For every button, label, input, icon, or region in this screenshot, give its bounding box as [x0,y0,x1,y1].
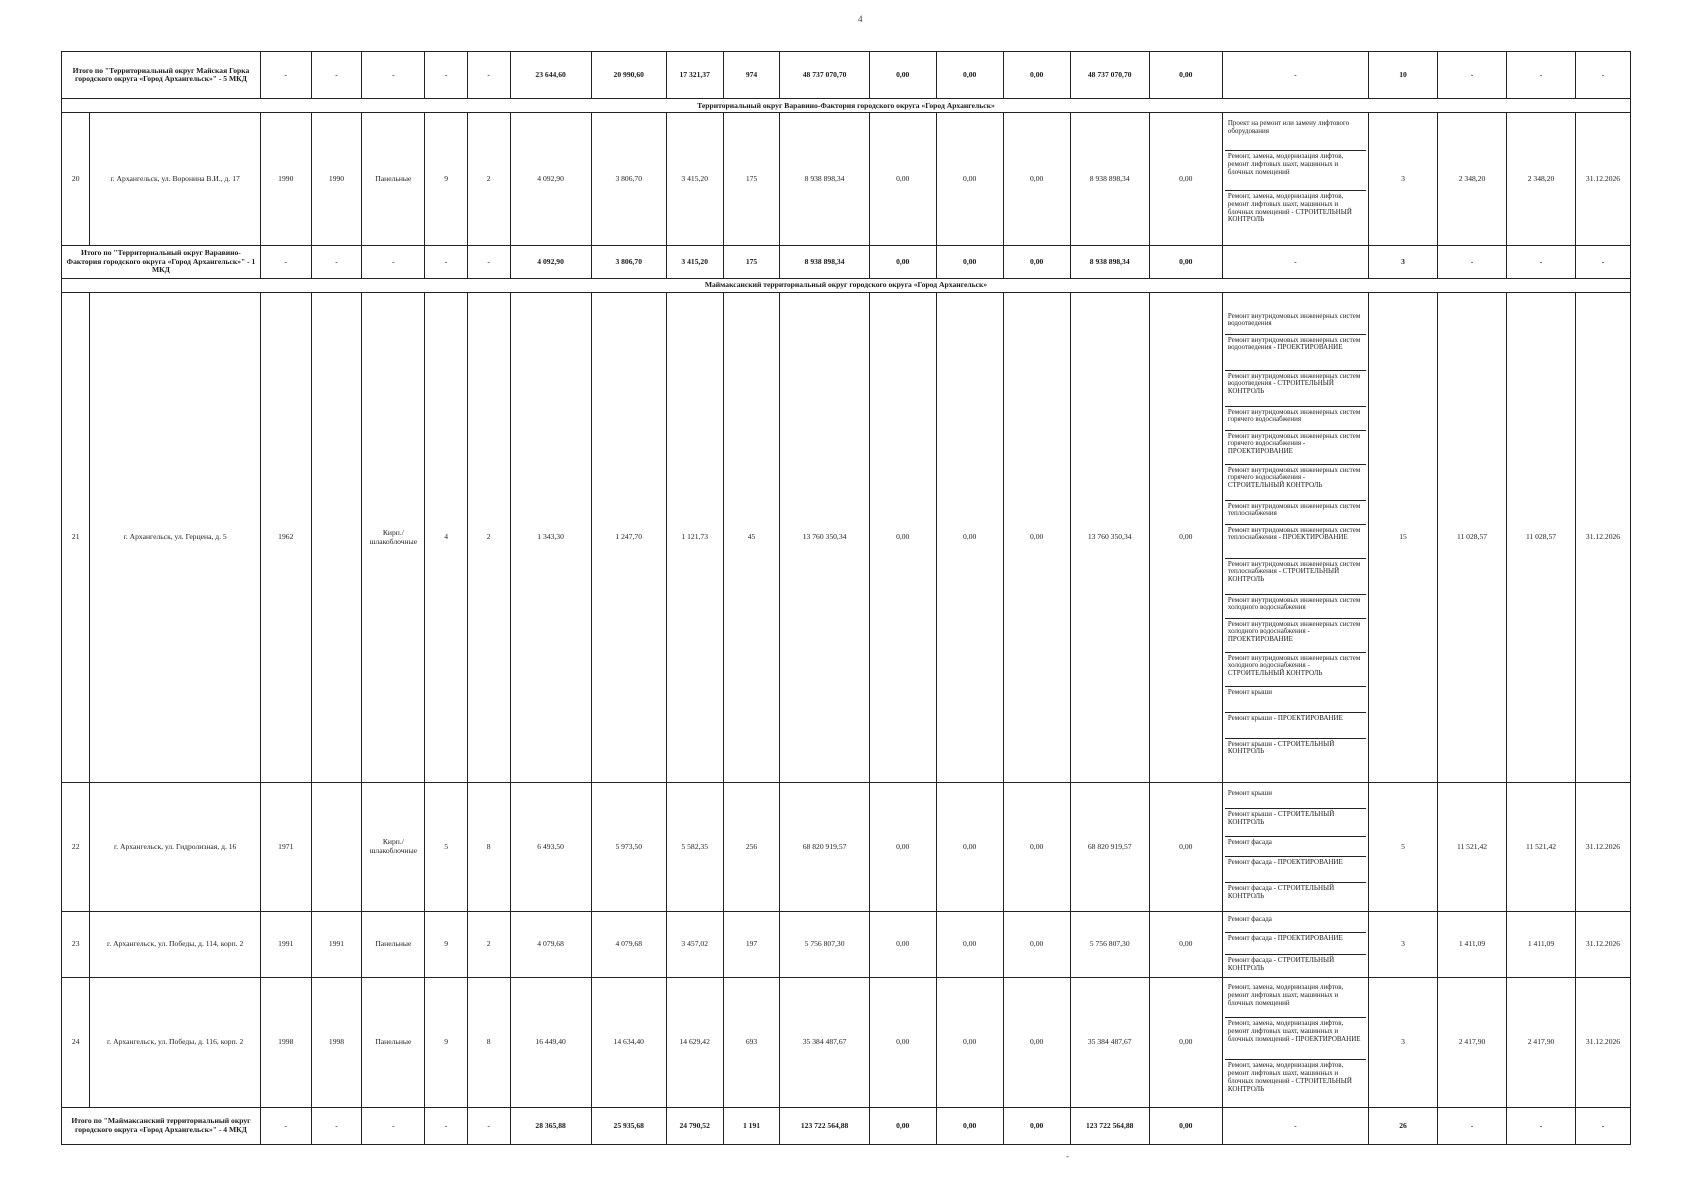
house-cell: 35 384 487,67 [780,977,869,1108]
total-cell: 17 321,37 [666,52,723,99]
work-item: Проект на ремонт или замену лифтового оборудования [1225,118,1366,151]
total-cell: 48 737 070,70 [1070,52,1149,99]
total-cell: - [260,52,311,99]
house-cell: 0,00 [1149,977,1222,1108]
house-cell: 6 493,50 [510,783,591,911]
section-header-row [62,99,1631,113]
works-list [1222,783,1368,911]
work-item: Ремонт внутридомовых инженерных систем горячего водоснабжения - СТРОИТЕЛЬНЫЙ КОНТРОЛЬ [1225,465,1366,501]
total-cell: 0,00 [869,246,936,278]
works-list [1222,911,1368,977]
house-row [62,292,1631,783]
total-cell: 0,00 [1149,246,1222,278]
work-item: Ремонт, замена, модернизация лифтов, ремонт лифтовых шахт, машинных и блочных помещений - СТРОИТЕЛЬНЫЙ КОНТРОЛЬ [1227,1061,1352,1093]
house-cell: 0,00 [869,113,936,246]
house-tail-cell: 3 [1369,977,1438,1108]
house-cell: 2 [467,292,510,783]
house-cell: 0,00 [936,292,1003,783]
total-cell: 0,00 [936,52,1003,99]
house-cell: 1990 [311,113,362,246]
total-cell: 0,00 [936,246,1003,278]
page-mark-bottom: - [1066,1151,1069,1161]
work-item: Ремонт крыши [1225,788,1366,809]
house-cell: 4 [425,292,468,783]
total-cell: - [467,1108,510,1145]
house-cell: 16 449,40 [510,977,591,1108]
total-cell: 28 365,88 [510,1108,591,1145]
total-cell: - [467,246,510,278]
house-cell: 1990 [260,113,311,246]
total-cell: - [1576,1108,1631,1145]
total-cell: 3 806,70 [591,246,666,278]
work-item: Ремонт внутридомовых инженерных систем холодного водоснабжения - СТРОИТЕЛЬНЫЙ КОНТРОЛЬ [1225,653,1366,687]
house-cell: Панельные [362,113,425,246]
total-cell: 26 [1369,1108,1438,1145]
house-cell: 175 [723,113,780,246]
house-cell: 4 079,68 [591,911,666,977]
house-cell: 9 [425,113,468,246]
house-cell: 0,00 [1149,113,1222,246]
house-cell: 5 756 807,30 [1070,911,1149,977]
house-address: г. Архангельск, ул. Воронина В.И., д. 17 [90,113,261,246]
house-cell: Панельные [362,977,425,1108]
total-cell: 24 790,52 [666,1108,723,1145]
house-tail-cell: 11 028,57 [1507,292,1576,783]
total-cell: 1 191 [723,1108,780,1145]
total-cell: 0,00 [1003,52,1070,99]
total-cell: 48 737 070,70 [780,52,869,99]
house-cell: 1998 [311,977,362,1108]
house-cell: 2 [467,113,510,246]
works-list [1222,113,1368,246]
total-cell: 175 [723,246,780,278]
house-cell: 1 121,73 [666,292,723,783]
house-cell: 0,00 [1149,292,1222,783]
section-title: Территориальный округ Варавино-Фактория городского округа «Город Архангельск» [62,99,1631,113]
house-tail-cell: 11 521,42 [1438,783,1507,911]
total-cell: 0,00 [936,1108,1003,1145]
total-cell: - [311,52,362,99]
house-cell: 0,00 [1003,292,1070,783]
house-cell: 1 247,70 [591,292,666,783]
house-cell: 0,00 [869,292,936,783]
house-tail-cell: 3 [1369,911,1438,977]
work-item: Ремонт крыши [1225,687,1366,713]
page-mark-top: 4 [858,14,863,24]
house-cell: 4 092,90 [510,113,591,246]
district-total-row [62,52,1631,99]
work-item: Ремонт внутридомовых инженерных систем горячего водоснабжения - ПРОЕКТИРОВАНИЕ [1225,431,1366,465]
total-cell: - [425,1108,468,1145]
house-cell: 8 [467,977,510,1108]
total-cell: - [1507,1108,1576,1145]
total-cell: - [1507,246,1576,278]
house-tail-cell: 2 348,20 [1507,113,1576,246]
house-cell: 0,00 [936,113,1003,246]
house-tail-cell: 31.12.2026 [1576,977,1631,1108]
work-item: Ремонт, замена, модернизация лифтов, ремонт лифтовых шахт, машинных и блочных помещений [1225,982,1366,1018]
house-number: 24 [62,977,90,1108]
house-cell: 1998 [260,977,311,1108]
house-tail-cell: 1 411,09 [1507,911,1576,977]
works-list [1222,292,1368,783]
house-cell: 8 938 898,34 [780,113,869,246]
house-tail-cell: 2 348,20 [1438,113,1507,246]
house-tail-cell: 5 [1369,783,1438,911]
work-item: Ремонт фасада - ПРОЕКТИРОВАНИЕ [1225,857,1366,883]
house-number: 22 [62,783,90,911]
house-tail-cell: 31.12.2026 [1576,292,1631,783]
total-cell: - [425,52,468,99]
house-number: 20 [62,113,90,246]
house-number: 21 [62,292,90,783]
house-cell: 9 [425,977,468,1108]
house-cell: 3 806,70 [591,113,666,246]
house-cell: 0,00 [1003,113,1070,246]
work-item: Ремонт, замена, модернизация лифтов, ремонт лифтовых шахт, машинных и блочных помещений [1225,151,1366,191]
work-item: Ремонт крыши - СТРОИТЕЛЬНЫЙ КОНТРОЛЬ [1227,739,1335,756]
house-cell: 1962 [260,292,311,783]
house-cell: 0,00 [1003,977,1070,1108]
house-row [62,113,1631,246]
house-address: г. Архангельск, ул. Победы, д. 114, корп. 2 [90,911,261,977]
house-cell: 5 582,35 [666,783,723,911]
house-tail-cell: 11 028,57 [1438,292,1507,783]
work-item: Ремонт фасада [1225,837,1366,857]
work-item: Ремонт фасада - СТРОИТЕЛЬНЫЙ КОНТРОЛЬ [1227,956,1335,972]
work-item: Ремонт внутридомовых инженерных систем теплоснабжения - СТРОИТЕЛЬНЫЙ КОНТРОЛЬ [1225,559,1366,595]
total-cell: - [362,246,425,278]
district-total-label: Итого по "Территориальный округ Майская Горка городского округа «Город Архангельск»" - 5 МКД [62,52,261,99]
work-item: Ремонт крыши - ПРОЕКТИРОВАНИЕ [1225,713,1366,739]
total-cell: 23 644,60 [510,52,591,99]
house-cell: 0,00 [1149,911,1222,977]
total-cell: - [260,246,311,278]
house-tail-cell: 15 [1369,292,1438,783]
total-cell: - [1222,246,1368,278]
house-cell: 8 [467,783,510,911]
total-cell: 8 938 898,34 [1070,246,1149,278]
house-cell: 14 634,40 [591,977,666,1108]
work-item: Ремонт внутридомовых инженерных систем водоотведения - ПРОЕКТИРОВАНИЕ [1225,335,1366,371]
house-tail-cell: 1 411,09 [1438,911,1507,977]
house-cell: 0,00 [1003,911,1070,977]
house-cell: 3 415,20 [666,113,723,246]
district-total-row [62,1108,1631,1145]
house-cell: 256 [723,783,780,911]
total-cell: - [1507,52,1576,99]
house-cell [311,783,362,911]
works-list [1222,977,1368,1108]
house-cell: 1 343,30 [510,292,591,783]
house-tail-cell: 31.12.2026 [1576,911,1631,977]
total-cell: - [1576,246,1631,278]
total-cell: - [1438,246,1507,278]
total-cell: - [467,52,510,99]
total-cell: - [311,1108,362,1145]
total-cell: - [260,1108,311,1145]
total-cell: - [1222,52,1368,99]
work-item: Ремонт фасада [1225,914,1366,933]
work-item: Ремонт фасада - ПРОЕКТИРОВАНИЕ [1225,933,1366,955]
house-cell: 13 760 350,34 [780,292,869,783]
total-cell: 123 722 564,88 [780,1108,869,1145]
total-cell: 3 415,20 [666,246,723,278]
total-cell: - [1438,1108,1507,1145]
total-cell: - [362,1108,425,1145]
house-cell: 68 820 919,57 [1070,783,1149,911]
total-cell: 20 990,60 [591,52,666,99]
total-cell: - [362,52,425,99]
district-total-label: Итого по "Территориальный округ Варавино-Фактория городского округа «Город Архангельск»" - 1 МКД [62,246,261,278]
work-item: Ремонт крыши - СТРОИТЕЛЬНЫЙ КОНТРОЛЬ [1225,809,1366,837]
total-cell: 4 092,90 [510,246,591,278]
house-cell: 8 938 898,34 [1070,113,1149,246]
house-address: г. Архангельск, ул. Победы, д. 116, корп. 2 [90,977,261,1108]
total-cell: - [1576,52,1631,99]
total-cell: 123 722 564,88 [1070,1108,1149,1145]
house-cell: 0,00 [936,911,1003,977]
house-cell: 693 [723,977,780,1108]
house-cell: 5 756 807,30 [780,911,869,977]
house-tail-cell: 2 417,90 [1507,977,1576,1108]
work-item: Ремонт, замена, модернизация лифтов, ремонт лифтовых шахт, машинных и блочных помещений - ПРОЕКТИРОВАНИЕ [1225,1018,1366,1060]
total-cell: 0,00 [1003,1108,1070,1145]
house-cell: 0,00 [869,977,936,1108]
house-cell: 1991 [311,911,362,977]
total-cell: 10 [1369,52,1438,99]
house-row [62,783,1631,911]
section-header-row [62,278,1631,292]
total-cell: - [1222,1108,1368,1145]
work-item: Ремонт внутридомовых инженерных систем теплоснабжения - ПРОЕКТИРОВАНИЕ [1225,525,1366,559]
house-cell: 14 629,42 [666,977,723,1108]
total-cell: - [1438,52,1507,99]
work-item: Ремонт внутридомовых инженерных систем холодного водоснабжения - ПРОЕКТИРОВАНИЕ [1225,619,1366,653]
capital-repair-register-table [61,51,1631,1145]
house-tail-cell: 11 521,42 [1507,783,1576,911]
house-cell: 35 384 487,67 [1070,977,1149,1108]
work-item: Ремонт внутридомовых инженерных систем горячего водоснабжения [1225,407,1366,431]
house-cell: 45 [723,292,780,783]
house-row [62,911,1631,977]
house-tail-cell: 31.12.2026 [1576,783,1631,911]
house-cell: 5 [425,783,468,911]
house-tail-cell: 2 417,90 [1438,977,1507,1108]
house-cell: 0,00 [1003,783,1070,911]
work-item: Ремонт внутридомовых инженерных систем водоотведения [1225,311,1366,335]
house-cell [311,292,362,783]
house-cell: 5 973,50 [591,783,666,911]
work-item: Ремонт внутридомовых инженерных систем теплоснабжения [1225,501,1366,525]
house-cell: 0,00 [869,783,936,911]
total-cell: - [425,246,468,278]
total-cell: 974 [723,52,780,99]
total-cell: 0,00 [1149,1108,1222,1145]
house-cell: 197 [723,911,780,977]
house-cell: Кирп./шлакоблочные [362,783,425,911]
total-cell: - [311,246,362,278]
house-cell: 4 079,68 [510,911,591,977]
house-cell: Кирп./шлакоблочные [362,292,425,783]
house-row [62,977,1631,1108]
house-tail-cell: 3 [1369,113,1438,246]
district-total-label: Итого по "Маймаксанский территориальный округ городского округа «Город Архангельск»" - 4 МКД [62,1108,261,1145]
house-cell: 2 [467,911,510,977]
house-cell: 0,00 [1149,783,1222,911]
house-cell: 13 760 350,34 [1070,292,1149,783]
work-item: Ремонт, замена, модернизация лифтов, ремонт лифтовых шахт, машинных и блочных помещений - СТРОИТЕЛЬНЫЙ КОНТРОЛЬ [1227,192,1352,224]
work-item: Ремонт внутридомовых инженерных систем холодного водоснабжения [1225,595,1366,619]
house-cell: 0,00 [936,977,1003,1108]
house-cell: 68 820 919,57 [780,783,869,911]
total-cell: 0,00 [1149,52,1222,99]
work-item: Ремонт внутридомовых инженерных систем водоотведения - СТРОИТЕЛЬНЫЙ КОНТРОЛЬ [1225,371,1366,407]
house-cell: 0,00 [869,911,936,977]
total-cell: 3 [1369,246,1438,278]
house-cell: 9 [425,911,468,977]
house-cell: 1991 [260,911,311,977]
house-cell: 0,00 [936,783,1003,911]
district-total-row [62,246,1631,278]
house-address: г. Архангельск, ул. Герцена, д. 5 [90,292,261,783]
house-cell: Панельные [362,911,425,977]
house-address: г. Архангельск, ул. Гидролизная, д. 16 [90,783,261,911]
house-number: 23 [62,911,90,977]
house-cell: 1971 [260,783,311,911]
total-cell: 8 938 898,34 [780,246,869,278]
house-tail-cell: 31.12.2026 [1576,113,1631,246]
section-title: Маймаксанский территориальный округ городского округа «Город Архангельск» [62,278,1631,292]
work-item: Ремонт фасада - СТРОИТЕЛЬНЫЙ КОНТРОЛЬ [1227,884,1335,900]
total-cell: 0,00 [1003,246,1070,278]
house-cell: 3 457,02 [666,911,723,977]
total-cell: 0,00 [869,1108,936,1145]
total-cell: 0,00 [869,52,936,99]
total-cell: 25 935,68 [591,1108,666,1145]
